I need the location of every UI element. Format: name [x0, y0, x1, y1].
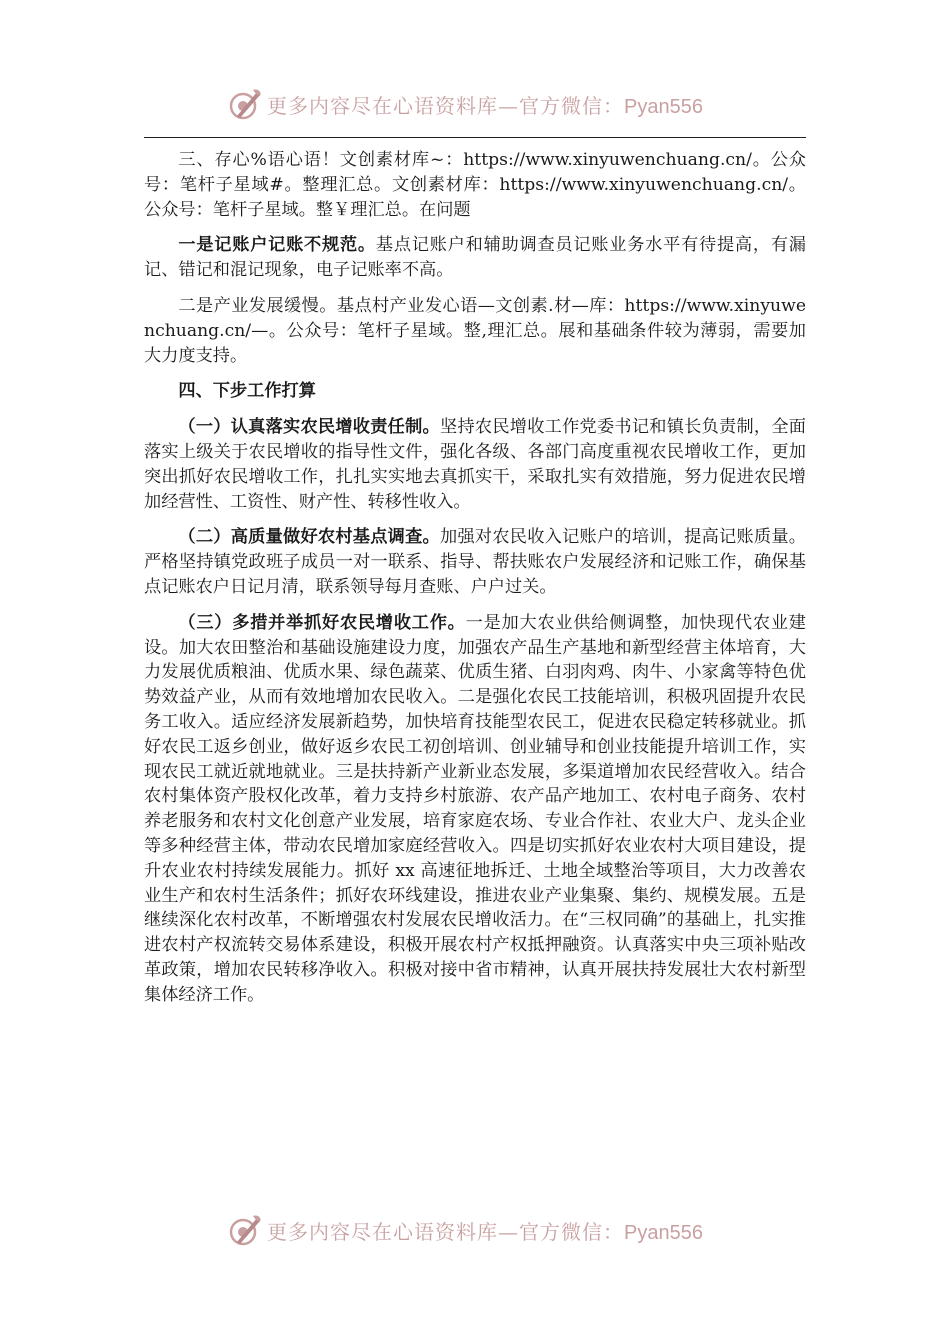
paragraph-problem-2: 二是产业发展缓慢。基点村产业发心语—文创素.材—库：https://www.xinyuwenchuang.cn/—。公众号：笔杆子星域。整,理汇总。展和基础条件较为薄弱，需要加大力度支持。	[144, 295, 806, 366]
header-wechat-id: Pyan556	[624, 95, 703, 118]
paragraph-measure-2	[144, 525, 806, 599]
measure-2-text: 加强对农民收入记账户的培训，提高记账质量。严格坚持镇党政班子成员一对一联系、指导、帮扶账农户发展经济和记账工作，确保基点记账农户日记月清，联系领导每月查账、户户过关。	[144, 527, 806, 597]
section-heading-next-steps: 四、下步工作打算	[178, 381, 316, 402]
measure-3-text: 一是加大农业供给侧调整，加快现代农业建设。加大农田整治和基础设施建设力度，加强农产品生产基地和新型经营主体培育，大力发展优质粮油、优质水果、绿色蔬菜、优质生猪、白羽肉鸡、肉牛、小家禽等特色优势效益产业，从而有效地增加农民收入。二是强化农民工技能培训，积极巩固提升农民务工收入。适应经济发展新趋势，加快培育技能型农民工，促进农民稳定转移就业。抓好农民工返乡创业，做好返乡农民工初创培训、创业辅导和创业技能提升培训工作，实现农民工就近就地就业。三是扶持新产业新业态发展，多渠道增加农民经营收入。结合农村集体资产股权化改革，着力支持乡村旅游、农产品产地加工、农村电子商务、农村养老服务和农村文化创意产业发展，培育家庭农场、专业合作社、农业大户、龙头企业等多种经营主体，带动农民增加家庭经营收入。四是切实抓好农业农村大项目建设，提升农业农村持续发展能力。抓好 xx 高速征地拆迁、土地全域整治等项目，大力改善农业生产和农村生活条件；抓好农环线建设，推进农业产业集聚、集约、规模发展。五是继续深化农村改革，不断增强农村发展农民增收活力。在“三权同确”的基础上，扎实推进农村产权流转交易体系建设，积极开展农村产权抵押融资。认真落实中央三项补贴改革政策，增加农民转移净收入。积极对接中省市精神，认真开展扶持发展壮大农村新型集体经济工作。	[144, 612, 806, 1005]
paragraph-problems-intro: 三、存心%语心语！文创素材库~：https://www.xinyuwenchuang.cn/。公众号：笔杆子星域#。整理汇总。文创素材库：https://www.xinyuwenchuang.cn/。公众号：笔杆子星域。整￥理汇总。在问题	[144, 150, 806, 220]
measure-3-title: （三）多措并举抓好农民增收工作。	[178, 612, 466, 633]
measure-1-title: （一）认真落实农民增收责任制。	[178, 417, 440, 438]
quill-logo-icon	[227, 86, 263, 122]
header-banner	[0, 84, 950, 124]
document-body	[144, 148, 806, 1019]
problem-1-text: 基点记账户和辅助调查员记账业务水平有待提高，有漏记、错记和混记现象，电子记账率不高。	[144, 235, 806, 281]
footer-banner	[0, 1210, 950, 1250]
footer-wechat-id: Pyan556	[624, 1221, 703, 1244]
measure-2-title: （二）高质量做好农村基点调查。	[178, 527, 440, 548]
paragraph-measure-3	[144, 611, 806, 1008]
header-banner-text: 更多内容尽在心语资料库—官方微信：Pyan556	[267, 93, 703, 118]
problem-1-title: 一是记账户记账不规范。	[178, 235, 376, 256]
measure-1-text: 坚持农民增收工作党委书记和镇长负责制，全面落实上级关于农民增收的指导性文件，强化各级、各部门高度重视农民增收工作，更加突出抓好农民增收工作，扎扎实实地去真抓实干，采取扎实有效措施，努力促进农民增加经营性、工资性、财产性、转移性收入。	[144, 417, 806, 512]
footer-banner-text: 更多内容尽在心语资料库—官方微信：Pyan556	[267, 1219, 703, 1244]
paragraph-measure-1	[144, 415, 806, 514]
paragraph-problem-1	[144, 233, 806, 283]
quill-logo-icon	[227, 1212, 263, 1248]
header-divider	[144, 137, 806, 138]
